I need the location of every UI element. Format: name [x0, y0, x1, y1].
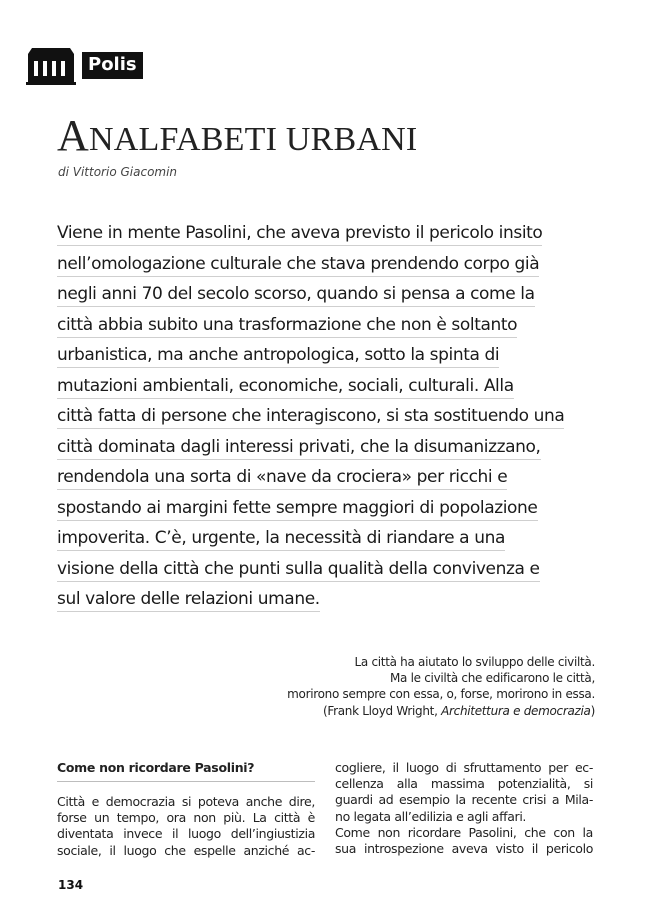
section-badge: Polis: [82, 52, 143, 79]
intro-line: mutazioni ambientali, economiche, sociali, culturali. Alla: [57, 371, 597, 402]
body-line: guardi ad esempio la recente crisi a Mila-: [335, 792, 593, 808]
intro-line: rendendola una sorta di «nave da crociera» per ricchi e: [57, 462, 597, 493]
article-author: di Vittorio Giacomin: [58, 165, 178, 179]
intro-line: nell’omologazione culturale che stava prendendo corpo già: [57, 249, 597, 280]
page-number: 134: [58, 878, 84, 892]
body-line: Città e democrazia si poteva anche dire,: [57, 794, 315, 809]
body-line: cogliere, il luogo di sfruttamento per ec-: [335, 760, 593, 775]
intro-line: città fatta di persone che interagiscono, si sta sostituendo una: [57, 401, 597, 432]
section-header: [26, 44, 143, 86]
building-icon: [26, 44, 76, 86]
body-line: Come non ricordare Pasolini, che con la: [335, 824, 593, 840]
title-initial: A: [57, 111, 89, 160]
subheading: Come non ricordare Pasolini?: [57, 760, 315, 782]
body-line: sociale, il luogo che espelle anziché ac-: [57, 842, 315, 858]
intro-line: sul valore delle relazioni umane.: [57, 584, 597, 615]
epigraph-line: morirono sempre con essa, o, forse, morirono in essa.: [287, 687, 595, 702]
epigraph-attribution: (Frank Lloyd Wright, Architettura e democrazia): [322, 703, 595, 718]
intro-line: spostando ai margini fette sempre maggiori di popolazione: [57, 493, 597, 524]
body-line: sua introspezione aveva visto il pericolo: [335, 841, 593, 857]
body-line: forse un tempo, ora non più. La città è: [57, 810, 315, 826]
epigraph-line: Ma le civiltà che edificarono le città,: [390, 671, 595, 686]
intro-line: urbanistica, ma anche antropologica, sotto la spinta di: [57, 340, 597, 371]
intro-line: Viene in mente Pasolini, che aveva previsto il pericolo insito: [57, 218, 597, 249]
body-line: cellenza alla massima potenzialità, si: [335, 776, 593, 792]
body-line: no legata all’edilizia e agli affari.: [335, 808, 527, 824]
intro-line: città abbia subito una trasformazione che non è soltanto: [57, 310, 597, 341]
intro-line: negli anni 70 del secolo scorso, quando si pensa a come la: [57, 279, 597, 310]
epigraph-line: La città ha aiutato lo sviluppo delle civiltà.: [354, 655, 595, 669]
epigraph-quote: [287, 654, 595, 719]
right-column: [335, 760, 593, 857]
intro-line: città dominata dagli interessi privati, che la disumanizzano,: [57, 432, 597, 463]
body-line: diventata invece il luogo dell’ingiustizia: [57, 826, 315, 842]
intro-line: visione della città che punti sulla qualità della convivenza e: [57, 554, 597, 585]
title-rest: NALFABETI URBANI: [88, 121, 418, 158]
intro-line: impoverita. C’è, urgente, la necessità di riandare a una: [57, 523, 597, 554]
epigraph-work-title: Architettura e democrazia: [441, 703, 591, 718]
intro-paragraph: [57, 218, 597, 615]
article-title: [57, 112, 417, 164]
left-column: [57, 760, 315, 859]
